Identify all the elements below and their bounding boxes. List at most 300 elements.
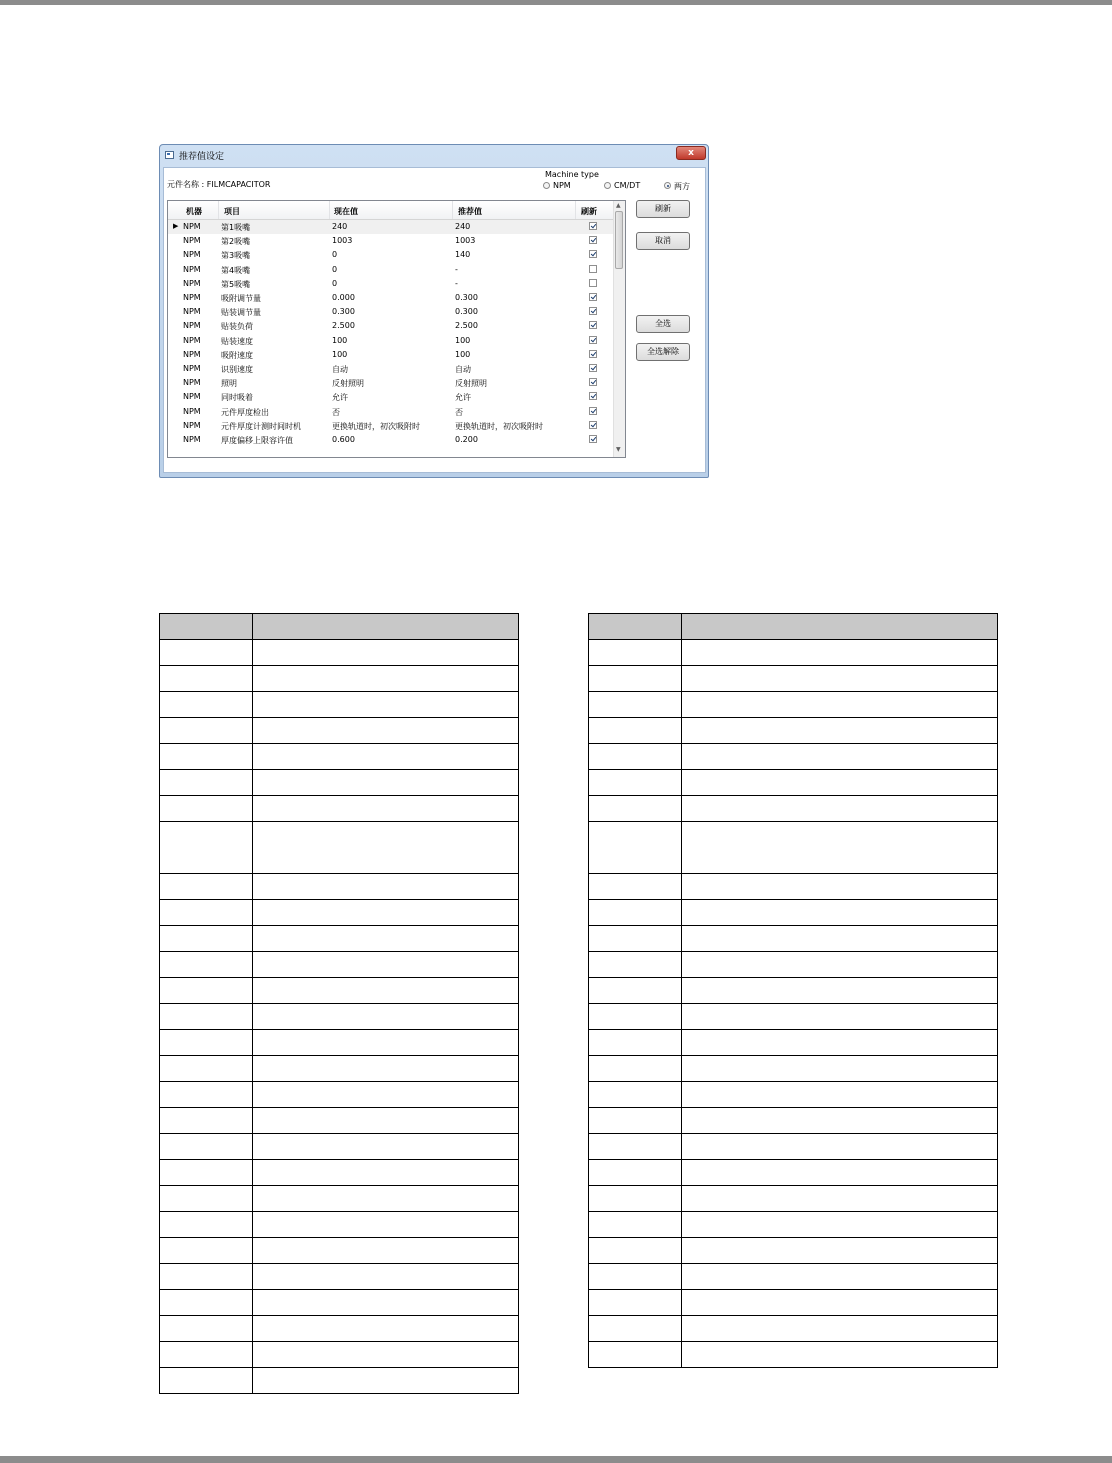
grid-row[interactable] <box>168 277 613 291</box>
table-cell <box>253 640 519 666</box>
table-cell <box>589 1082 682 1108</box>
table-row <box>160 1082 519 1108</box>
cell-item: 照明 <box>221 379 237 389</box>
table-row <box>589 1004 998 1030</box>
table-cell <box>682 770 998 796</box>
table-cell <box>682 1264 998 1290</box>
table-cell <box>253 796 519 822</box>
table-cell <box>160 1108 253 1134</box>
cell-item: 厚度偏移上限容许值 <box>221 436 293 445</box>
table-cell <box>682 692 998 718</box>
table-cell <box>253 952 519 978</box>
cell-machine: NPM <box>183 435 201 444</box>
cell-recommended: 更换轨道时，初次吸附时 <box>455 421 543 431</box>
table-cell <box>589 1342 682 1368</box>
table-row <box>589 926 998 952</box>
table-cell <box>160 1212 253 1238</box>
table-row <box>160 1342 519 1368</box>
scroll-up-arrow-icon[interactable]: ▲ <box>616 202 621 209</box>
table-row <box>589 1134 998 1160</box>
table-row <box>160 1056 519 1082</box>
table-header-cell <box>682 614 998 640</box>
current-row-pointer-icon: ▶ <box>173 222 179 230</box>
table-cell <box>589 822 682 874</box>
table-row <box>160 640 519 666</box>
table-row <box>160 718 519 744</box>
refresh-checkbox-checked[interactable] <box>589 236 597 244</box>
window-icon <box>165 151 174 159</box>
refresh-checkbox[interactable] <box>589 279 597 287</box>
refresh-checkbox[interactable] <box>589 265 597 273</box>
cell-machine: NPM <box>183 392 201 402</box>
table-cell <box>253 900 519 926</box>
table-row <box>160 1290 519 1316</box>
cell-machine: NPM <box>183 406 201 416</box>
radio-selected-icon <box>664 182 671 189</box>
dialog-titlebar[interactable] <box>160 145 708 165</box>
table-cell <box>589 874 682 900</box>
table-cell <box>253 926 519 952</box>
table-cell <box>160 1238 253 1264</box>
cell-machine: NPM <box>183 349 201 359</box>
table-cell <box>253 1108 519 1134</box>
table-cell <box>253 744 519 770</box>
table-row <box>160 900 519 926</box>
table-cell <box>682 1238 998 1264</box>
table-cell <box>589 900 682 926</box>
grid-row[interactable] <box>168 376 613 390</box>
radio-icon <box>543 182 550 189</box>
table-cell <box>253 1290 519 1316</box>
table-cell <box>682 1160 998 1186</box>
table-cell <box>253 1186 519 1212</box>
table-cell <box>160 1316 253 1342</box>
table-row <box>589 1108 998 1134</box>
table-row <box>160 1134 519 1160</box>
table-cell <box>160 744 253 770</box>
cell-recommended: 100 <box>455 349 471 359</box>
table-cell <box>682 666 998 692</box>
header-recommended[interactable]: 推荐值 <box>458 207 482 216</box>
cell-item: 第1吸嘴 <box>221 223 251 232</box>
table-cell <box>589 978 682 1004</box>
dialog-title: 推荐值设定 <box>179 152 225 162</box>
table-cell <box>682 874 998 900</box>
cell-current: 0.600 <box>332 435 355 444</box>
cell-current: 更换轨道时，初次吸附时 <box>332 421 420 431</box>
table-header-row <box>589 614 998 640</box>
table-cell <box>589 1160 682 1186</box>
page-top-border <box>0 0 1112 5</box>
table-row <box>589 1264 998 1290</box>
blank-table-left <box>159 613 519 1394</box>
table-cell <box>253 1212 519 1238</box>
table-row <box>160 874 519 900</box>
header-divider <box>329 201 330 219</box>
refresh-checkbox-checked[interactable] <box>589 378 597 386</box>
table-cell <box>589 926 682 952</box>
header-current[interactable]: 现在值 <box>334 207 358 216</box>
table-cell <box>253 1160 519 1186</box>
table-row <box>589 1290 998 1316</box>
header-machine[interactable]: 机器 <box>186 207 202 216</box>
cell-machine: NPM <box>183 321 201 331</box>
table-cell <box>589 1290 682 1316</box>
table-cell <box>253 666 519 692</box>
grid-row[interactable] <box>168 248 613 262</box>
table-cell <box>253 770 519 796</box>
table-row <box>589 1316 998 1342</box>
table-row <box>589 1056 998 1082</box>
table-row <box>589 1212 998 1238</box>
cell-item: 识别速度 <box>221 365 253 374</box>
refresh-checkbox-checked[interactable] <box>589 222 597 230</box>
cell-item: 贴装负荷 <box>221 322 253 332</box>
grid-row[interactable] <box>168 319 613 333</box>
header-divider <box>218 201 219 219</box>
table-row <box>589 666 998 692</box>
table-row <box>589 1160 998 1186</box>
cell-current: 反射照明 <box>332 379 364 389</box>
table-cell <box>160 1082 253 1108</box>
table-cell <box>160 1342 253 1368</box>
table-cell <box>253 1134 519 1160</box>
table-cell <box>682 1030 998 1056</box>
table-cell <box>682 796 998 822</box>
table-cell <box>589 1186 682 1212</box>
refresh-checkbox-checked[interactable] <box>589 364 597 372</box>
cell-recommended: 反射照明 <box>455 379 487 389</box>
refresh-checkbox-checked[interactable] <box>589 250 597 258</box>
recommended-value-dialog <box>159 144 709 478</box>
refresh-checkbox-checked[interactable] <box>589 321 597 329</box>
table-row <box>589 692 998 718</box>
table-row <box>160 796 519 822</box>
cell-machine: NPM <box>183 420 201 430</box>
table-row <box>589 1030 998 1056</box>
cell-machine: NPM <box>183 250 201 260</box>
table-cell <box>589 744 682 770</box>
table-row <box>589 874 998 900</box>
component-name-label: 元件名称 : FILMCAPACITOR <box>167 180 271 189</box>
cancel-button[interactable]: 取消 <box>636 232 690 250</box>
table-cell <box>682 822 998 874</box>
table-cell <box>160 1056 253 1082</box>
table-cell <box>682 978 998 1004</box>
table-row <box>589 1238 998 1264</box>
cell-current: 100 <box>332 335 348 345</box>
cell-recommended: 0.300 <box>455 307 478 317</box>
table-cell <box>589 1264 682 1290</box>
table-header-row <box>160 614 519 640</box>
cell-recommended: 240 <box>455 222 471 231</box>
cell-item: 吸附速度 <box>221 350 253 360</box>
cell-recommended: 1003 <box>455 236 476 246</box>
cell-recommended: 2.500 <box>455 321 478 331</box>
table-cell <box>682 1342 998 1368</box>
refresh-button[interactable]: 刷新 <box>636 200 690 218</box>
scroll-thumb[interactable] <box>615 211 623 269</box>
table-cell <box>160 900 253 926</box>
table-row <box>160 692 519 718</box>
scroll-down-arrow-icon[interactable]: ▼ <box>616 446 621 453</box>
cell-machine: NPM <box>183 264 201 274</box>
grid-row[interactable] <box>168 263 613 277</box>
table-cell <box>253 1238 519 1264</box>
cell-item: 贴装速度 <box>221 336 253 346</box>
cell-recommended: - <box>455 278 458 288</box>
table-cell <box>589 770 682 796</box>
cell-current: 0 <box>332 278 338 288</box>
radio-label: NPM <box>553 181 571 190</box>
table-cell <box>589 1056 682 1082</box>
table-row <box>160 978 519 1004</box>
table-cell <box>160 874 253 900</box>
table-cell <box>253 1004 519 1030</box>
table-cell <box>160 770 253 796</box>
refresh-checkbox-checked[interactable] <box>589 392 597 400</box>
grid-row[interactable] <box>168 405 613 419</box>
cell-current: 自动 <box>332 365 348 374</box>
refresh-checkbox-checked[interactable] <box>589 435 597 443</box>
table-row <box>160 1186 519 1212</box>
table-cell <box>682 1134 998 1160</box>
radio-icon <box>604 182 611 189</box>
table-row <box>160 770 519 796</box>
cell-current: 否 <box>332 407 340 417</box>
table-cell <box>253 1030 519 1056</box>
table-row <box>160 952 519 978</box>
table-row <box>160 1212 519 1238</box>
header-divider <box>452 201 453 219</box>
cell-current: 0 <box>332 264 338 274</box>
dialog-client-area <box>163 167 706 473</box>
table-row <box>160 1030 519 1056</box>
close-button[interactable]: x <box>676 146 706 160</box>
blank-table-right <box>588 613 998 1368</box>
cell-current: 允许 <box>332 393 348 403</box>
cell-recommended: 否 <box>455 407 463 417</box>
grid-row[interactable] <box>168 390 613 404</box>
cell-recommended: - <box>455 264 458 274</box>
table-cell <box>682 1004 998 1030</box>
table-cell <box>682 952 998 978</box>
cell-item: 元件厚度检出 <box>221 407 269 417</box>
table-cell <box>253 1342 519 1368</box>
radio-label: 两方 <box>674 182 690 191</box>
table-row <box>589 796 998 822</box>
header-item[interactable]: 项目 <box>224 207 240 216</box>
table-row <box>160 822 519 874</box>
table-cell <box>589 1212 682 1238</box>
cell-machine: NPM <box>183 335 201 345</box>
table-header-cell <box>253 614 519 640</box>
table-cell <box>253 692 519 718</box>
table-cell <box>160 640 253 666</box>
cell-current: 1003 <box>332 236 353 246</box>
table-cell <box>682 718 998 744</box>
table-cell <box>253 1056 519 1082</box>
page-bottom-border <box>0 1456 1112 1463</box>
table-cell <box>589 666 682 692</box>
table-cell <box>160 796 253 822</box>
cell-item: 吸附调节量 <box>221 294 261 303</box>
refresh-checkbox-checked[interactable] <box>589 293 597 301</box>
cell-recommended: 自动 <box>455 365 471 374</box>
header-refresh[interactable]: 刷新 <box>581 207 597 216</box>
grid-row[interactable] <box>168 220 613 234</box>
table-cell <box>589 1238 682 1264</box>
table-cell <box>253 1082 519 1108</box>
table-row <box>589 1082 998 1108</box>
table-cell <box>160 718 253 744</box>
cell-item: 贴装调节量 <box>221 308 261 318</box>
cell-machine: NPM <box>183 378 201 388</box>
grid-row[interactable] <box>168 419 613 433</box>
cell-current: 100 <box>332 349 348 359</box>
table-cell <box>682 1186 998 1212</box>
cell-item: 同时吸着 <box>221 393 253 403</box>
table-row <box>589 1342 998 1368</box>
table-row <box>589 640 998 666</box>
cell-machine: NPM <box>183 364 201 373</box>
cell-item: 第2吸嘴 <box>221 237 251 247</box>
table-cell <box>160 952 253 978</box>
table-cell <box>160 1368 253 1394</box>
radio-label: CM/DT <box>614 181 641 190</box>
table-cell <box>589 640 682 666</box>
cell-item: 元件厚度计测时间时机 <box>221 421 301 431</box>
grid-row[interactable] <box>168 348 613 362</box>
table-cell <box>253 1264 519 1290</box>
cell-machine: NPM <box>183 278 201 288</box>
grid-vertical-scrollbar[interactable] <box>613 201 625 457</box>
table-row <box>589 1186 998 1212</box>
table-cell <box>160 666 253 692</box>
grid-row[interactable] <box>168 305 613 319</box>
refresh-checkbox-checked[interactable] <box>589 407 597 415</box>
table-cell <box>682 1316 998 1342</box>
table-row <box>160 1316 519 1342</box>
table-row <box>160 1238 519 1264</box>
cell-item: 第4吸嘴 <box>221 265 251 275</box>
table-cell <box>253 822 519 874</box>
cell-current: 0.000 <box>332 293 355 302</box>
cell-recommended: 100 <box>455 335 471 345</box>
table-cell <box>682 744 998 770</box>
table-cell <box>589 1316 682 1342</box>
table-row <box>160 1160 519 1186</box>
table-cell <box>160 926 253 952</box>
table-cell <box>589 952 682 978</box>
deselect-all-button[interactable]: 全选解除 <box>636 343 690 361</box>
refresh-checkbox-checked[interactable] <box>589 350 597 358</box>
table-cell <box>160 1186 253 1212</box>
refresh-checkbox-checked[interactable] <box>589 336 597 344</box>
table-cell <box>589 1004 682 1030</box>
cell-current: 2.500 <box>332 321 355 331</box>
table-row <box>589 900 998 926</box>
table-row <box>160 1368 519 1394</box>
table-row <box>160 926 519 952</box>
select-all-button[interactable]: 全选 <box>636 315 690 333</box>
refresh-checkbox-checked[interactable] <box>589 307 597 315</box>
table-cell <box>682 1290 998 1316</box>
table-cell <box>253 874 519 900</box>
cell-machine: NPM <box>183 222 201 231</box>
table-row <box>160 1004 519 1030</box>
table-row <box>589 952 998 978</box>
grid-header <box>168 201 613 220</box>
recommended-value-grid[interactable] <box>167 200 626 458</box>
grid-row[interactable] <box>168 334 613 348</box>
refresh-checkbox-checked[interactable] <box>589 421 597 429</box>
table-cell <box>589 1108 682 1134</box>
table-row <box>160 1108 519 1134</box>
table-row <box>160 744 519 770</box>
table-row <box>589 822 998 874</box>
table-row <box>589 744 998 770</box>
grid-row[interactable] <box>168 433 613 447</box>
grid-row[interactable] <box>168 291 613 305</box>
table-row <box>589 718 998 744</box>
cell-item: 第5吸嘴 <box>221 279 251 289</box>
cell-machine: NPM <box>183 236 201 246</box>
header-divider <box>575 201 576 219</box>
table-row <box>589 770 998 796</box>
table-cell <box>160 1030 253 1056</box>
table-cell <box>160 692 253 718</box>
grid-row[interactable] <box>168 234 613 248</box>
grid-row[interactable] <box>168 362 613 376</box>
cell-current: 240 <box>332 222 348 231</box>
table-cell <box>589 1134 682 1160</box>
cell-machine: NPM <box>183 307 201 317</box>
table-cell <box>589 796 682 822</box>
table-cell <box>682 1108 998 1134</box>
table-cell <box>253 1316 519 1342</box>
table-cell <box>682 1212 998 1238</box>
table-cell <box>682 1056 998 1082</box>
table-cell <box>253 1368 519 1394</box>
table-row <box>160 666 519 692</box>
cell-recommended: 允许 <box>455 393 471 403</box>
cell-current: 0 <box>332 250 338 260</box>
table-row <box>160 1264 519 1290</box>
table-cell <box>682 640 998 666</box>
table-cell <box>160 1160 253 1186</box>
table-cell <box>160 1264 253 1290</box>
table-cell <box>160 1290 253 1316</box>
table-cell <box>682 1082 998 1108</box>
cell-recommended: 0.300 <box>455 293 478 302</box>
table-cell <box>253 718 519 744</box>
machine-type-label: Machine type <box>545 170 599 179</box>
table-cell <box>589 718 682 744</box>
cell-item: 第3吸嘴 <box>221 251 251 261</box>
cell-recommended: 140 <box>455 250 471 260</box>
table-cell <box>253 978 519 1004</box>
cell-current: 0.300 <box>332 307 355 317</box>
table-header-cell <box>589 614 682 640</box>
table-cell <box>160 978 253 1004</box>
table-cell <box>682 926 998 952</box>
cell-machine: NPM <box>183 293 201 302</box>
cell-recommended: 0.200 <box>455 435 478 444</box>
table-cell <box>589 1030 682 1056</box>
table-row <box>589 978 998 1004</box>
table-cell <box>160 1134 253 1160</box>
